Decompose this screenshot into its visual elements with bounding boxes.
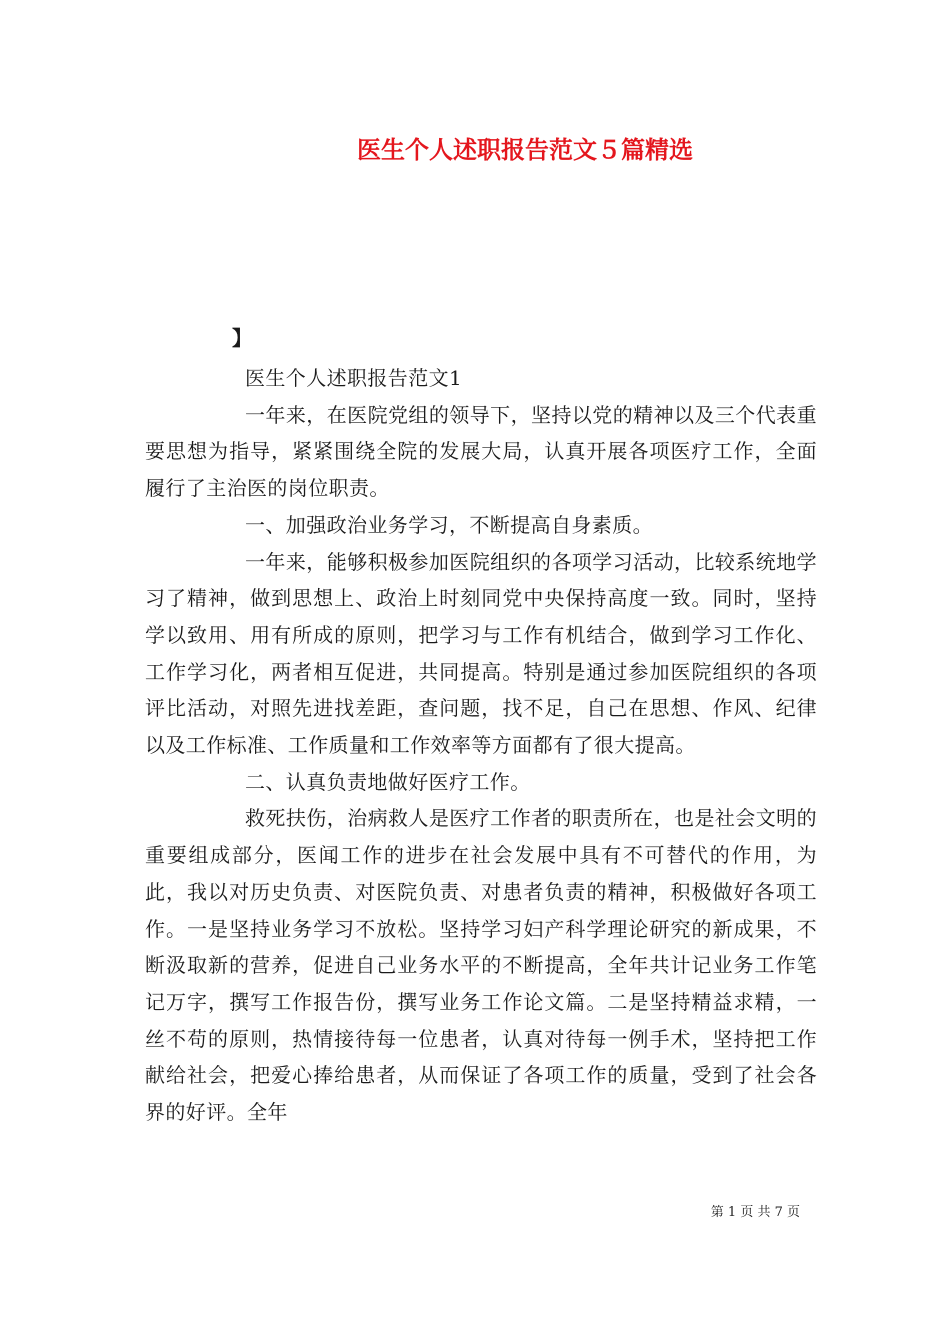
paragraph: 一年来，能够积极参加医院组织的各项学习活动，比较系统地学习了精神，做到思想上、政治上时刻同党中央保持高度一致。同时，坚持学以致用、用有所成的原则，把学习与工作有机结合，做到学习工作化、工作学习化，两者相互促进，共同提高。特别是通过参加医院组织的各项评比活动，对照先进找差距，查问题，找不足，自己在思想、作风、纪律以及工作标准、工作质量和工作效率等方面都有了很大提高。 — [145, 549, 817, 758]
paragraph: 救死扶伤，治病救人是医疗工作者的职责所在，也是社会文明的重要组成部分，医闻工作的进步在社会发展中具有不可替代的作用，为此，我以对历史负责、对医院负责、对患者负责的精神，积极做好各项工作。一是坚持业务学习不放松。坚持学习妇产科学理论研究的新成果，不断汲取新的营养，促进自己业务水平的不断提高，全年共计记业务工作笔记万字，撰写工作报告份，撰写业务工作论文篇。二是坚持精益求精，一丝不苟的原则，热情接待每一位患者，认真对待每一例手术，坚持把工作献给社会，把爱心捧给患者，从而保证了各项工作的质量，受到了社会各界的好评。全年 — [145, 806, 817, 1125]
section-bracket: 】 — [232, 326, 252, 350]
section-heading: 医生个人述职报告范文1 — [245, 366, 463, 390]
page-footer: 第 1 页 共 7 页 — [710, 1205, 800, 1220]
subheading: 二、认真负责地做好医疗工作。 — [245, 769, 531, 794]
document-body — [145, 360, 817, 1131]
paragraph: 一年来，在医院党组的领导下，坚持以党的精神以及三个代表重要思想为指导，紧紧围绕全院的发展大局，认真开展各项医疗工作，全面履行了主治医的岗位职责。 — [145, 402, 817, 501]
page-title: 医生个人述职报告范文５篇精选 — [357, 135, 693, 164]
subheading: 一、加强政治业务学习，不断提高自身素质。 — [245, 512, 653, 537]
